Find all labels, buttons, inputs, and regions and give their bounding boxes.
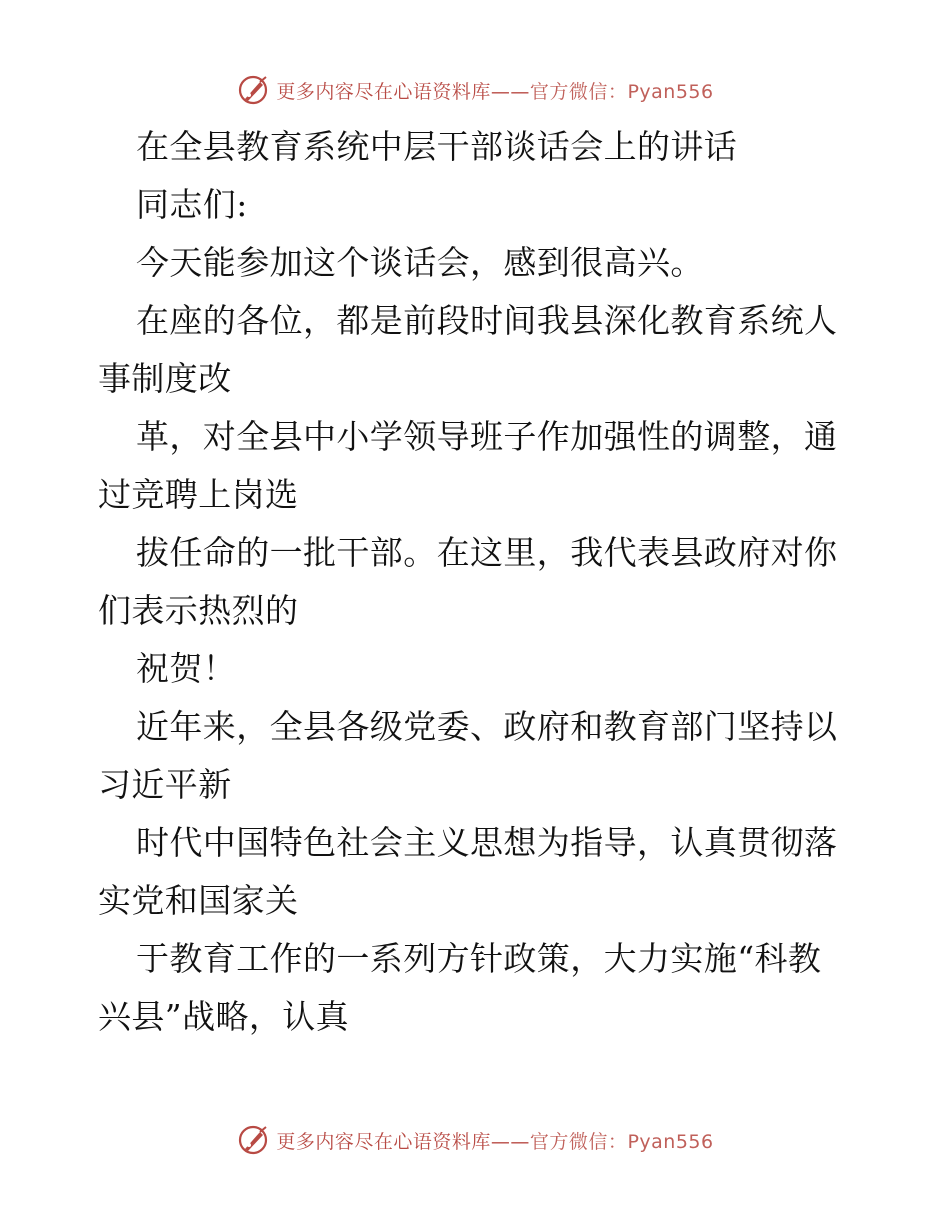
document-body: [98, 118, 858, 1046]
quill-pen-logo-icon: [236, 73, 270, 107]
watermark-text: [276, 77, 713, 104]
paragraph-line: 们表示热烈的: [98, 591, 299, 630]
watermark-wechat-id: Pyan556: [627, 80, 714, 103]
paragraph-line: 在座的各位，都是前段时间我县深化教育系统人: [136, 301, 838, 340]
paragraph-line: 革，对全县中小学领导班子作加强性的调整，通: [136, 417, 838, 456]
footer-watermark-banner: [0, 1120, 950, 1160]
paragraph-line: 实党和国家关: [98, 881, 299, 920]
watermark-text: [276, 1127, 713, 1154]
document-title: 在全县教育系统中层干部谈话会上的讲话: [136, 127, 738, 166]
salutation: 同志们:: [136, 185, 248, 224]
paragraph-line: 时代中国特色社会主义思想为指导，认真贯彻落: [136, 823, 838, 862]
paragraph-line: 祝贺！: [136, 649, 237, 688]
paragraph-line: 近年来，全县各级党委、政府和教育部门坚持以: [136, 707, 838, 746]
paragraph-line: 习近平新: [98, 765, 232, 804]
header-watermark-banner: [0, 70, 950, 110]
watermark-dash: ——: [490, 80, 530, 103]
watermark-site-text: 更多内容尽在心语资料库: [276, 1130, 491, 1153]
paragraph-line: 于教育工作的一系列方针政策，大力实施“科教: [136, 939, 822, 978]
paragraph-line: 过竞聘上岗选: [98, 475, 299, 514]
quill-pen-logo-icon: [236, 1123, 270, 1157]
paragraph-line: 拔任命的一批干部。在这里，我代表县政府对你: [136, 533, 838, 572]
watermark-site-text: 更多内容尽在心语资料库: [276, 80, 491, 103]
watermark-wechat-label: 官方微信：: [529, 1130, 628, 1153]
watermark-wechat-label: 官方微信：: [529, 80, 628, 103]
watermark-wechat-id: Pyan556: [627, 1130, 714, 1153]
paragraph-line: 今天能参加这个谈话会，感到很高兴。: [136, 243, 704, 282]
paragraph-line: 事制度改: [98, 359, 232, 398]
paragraph-line: 兴县”战略，认真: [98, 997, 350, 1036]
watermark-dash: ——: [490, 1130, 530, 1153]
